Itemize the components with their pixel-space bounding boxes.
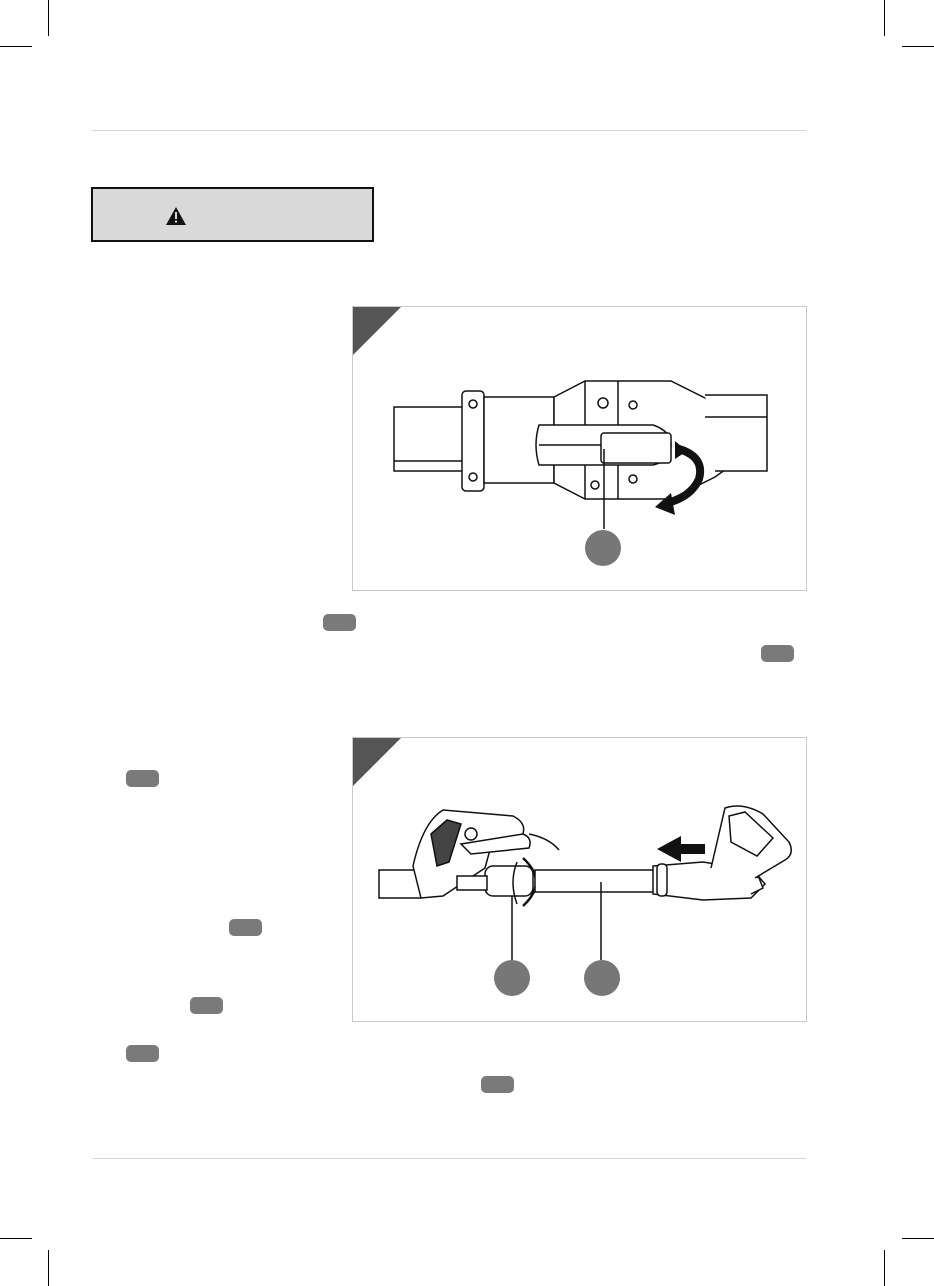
figure-b bbox=[352, 737, 807, 1022]
crop-mark bbox=[884, 0, 885, 36]
extension-pole-illustration bbox=[353, 738, 808, 1023]
reference-marker bbox=[323, 614, 356, 631]
crop-mark bbox=[902, 1238, 934, 1239]
arrow-left-icon bbox=[657, 836, 705, 862]
callout-marker bbox=[584, 960, 620, 996]
crop-mark bbox=[48, 0, 49, 36]
warning-box bbox=[91, 187, 374, 242]
callout-marker bbox=[585, 530, 621, 566]
reference-marker bbox=[126, 770, 159, 787]
footer-rule bbox=[92, 1158, 806, 1159]
crop-mark bbox=[0, 1238, 32, 1239]
coupling-illustration bbox=[353, 307, 808, 592]
warning-triangle-icon bbox=[165, 206, 187, 226]
callout-marker bbox=[494, 960, 530, 996]
figure-a bbox=[352, 306, 807, 591]
reference-marker bbox=[190, 997, 223, 1014]
reference-marker bbox=[126, 1045, 159, 1062]
crop-mark bbox=[0, 46, 32, 47]
header-rule bbox=[92, 130, 806, 131]
crop-mark bbox=[902, 46, 934, 47]
reference-marker bbox=[761, 645, 794, 662]
reference-marker bbox=[481, 1076, 514, 1093]
crop-mark bbox=[884, 1250, 885, 1286]
reference-marker bbox=[229, 919, 262, 936]
crop-mark bbox=[48, 1250, 49, 1286]
